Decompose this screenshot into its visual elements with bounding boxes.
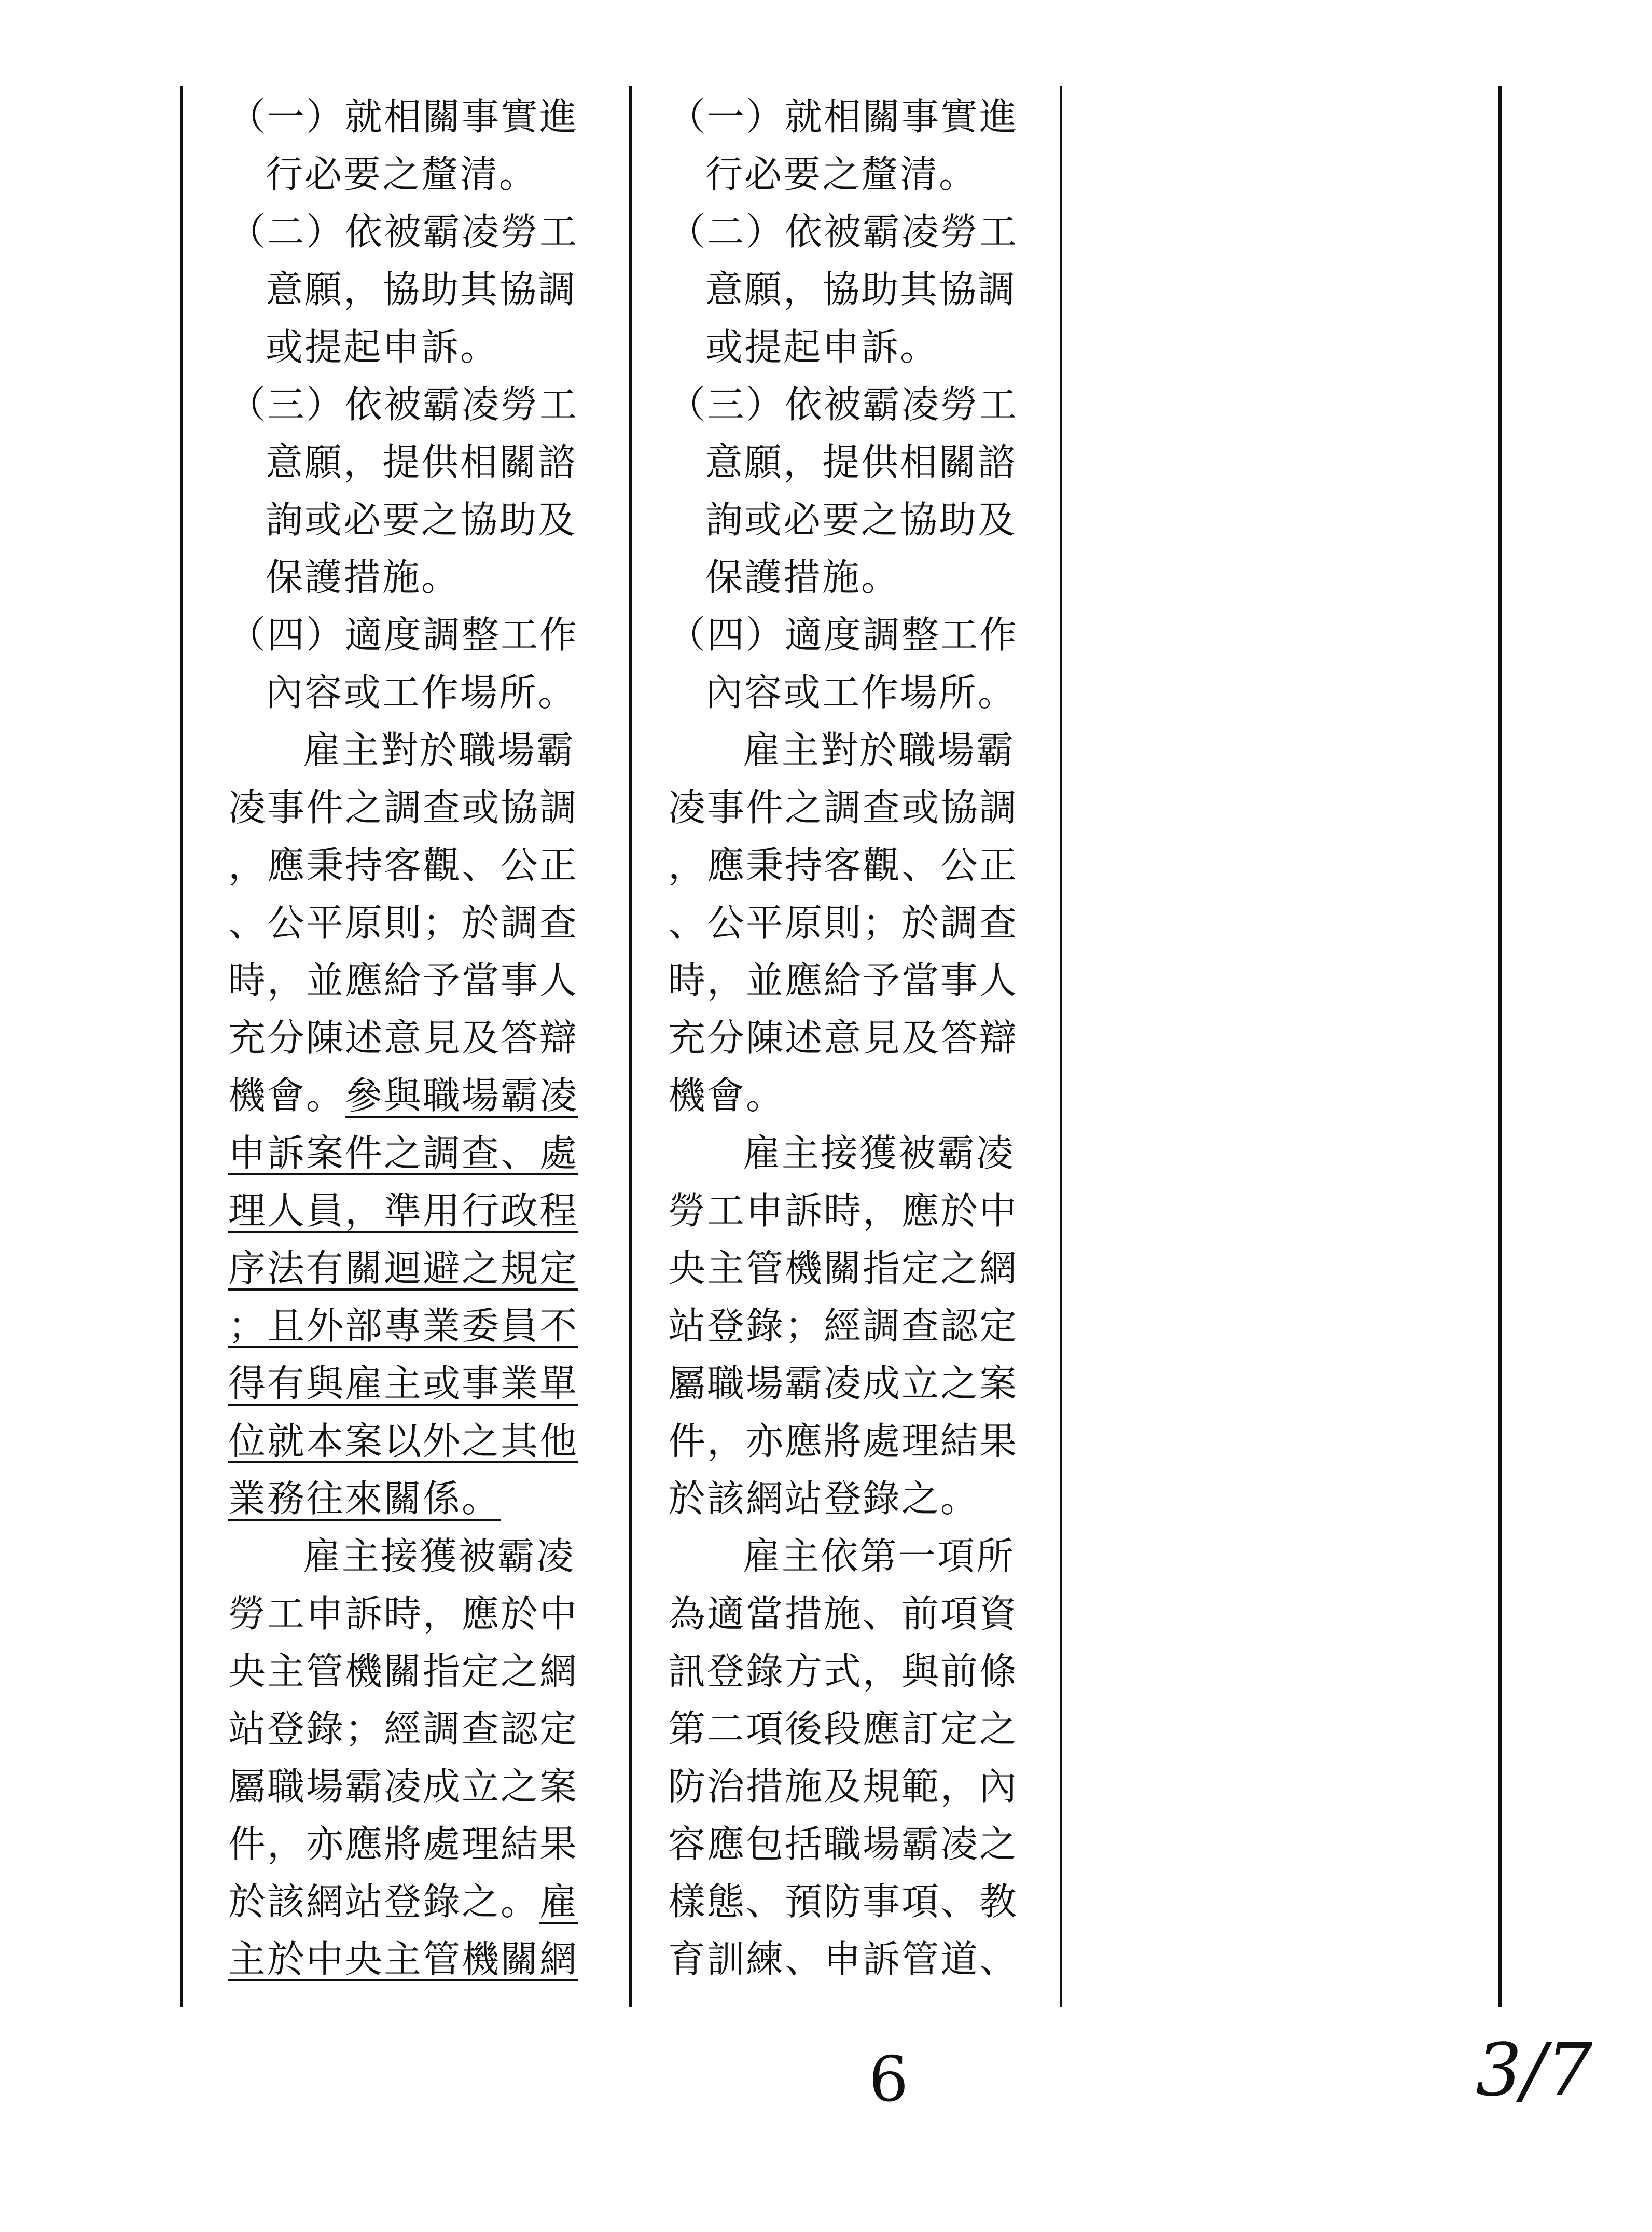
line-text: 充分陳述意見及答辯 xyxy=(228,1016,579,1060)
right-column-line xyxy=(668,261,1057,318)
right-border-line xyxy=(1498,86,1502,2007)
right-text-column xyxy=(668,88,1057,1988)
line-text: 充分陳述意見及答辯 xyxy=(668,1016,1019,1060)
left-column-line xyxy=(228,1297,622,1355)
left-column-line xyxy=(228,952,622,1009)
left-column-line xyxy=(228,1528,622,1585)
line-text: 凌事件之調查或協調 xyxy=(228,786,579,829)
page-number: 6 xyxy=(869,2044,909,2116)
left-column-line xyxy=(228,779,622,837)
line-text: （一）就相關事實進 xyxy=(668,95,1019,138)
left-column-line xyxy=(228,261,622,318)
left-column-line xyxy=(228,1585,622,1643)
right-column-line xyxy=(668,1528,1057,1585)
line-text: 凌事件之調查或協調 xyxy=(668,786,1019,829)
line-text: 內容或工作場所。 xyxy=(266,671,577,714)
line-text: （四）適度調整工作 xyxy=(668,613,1019,657)
line-text: 雇主接獲被霸凌 xyxy=(743,1131,1016,1175)
left-column-line xyxy=(228,722,622,779)
line-text: 意願，提供相關諮 xyxy=(266,440,577,484)
line-text: 詢或必要之協助及 xyxy=(705,498,1017,542)
line-text: 行必要之釐清。 xyxy=(705,153,978,196)
line-text: 件，亦應將處理結果 xyxy=(668,1419,1019,1463)
right-column-line xyxy=(668,779,1057,837)
line-text: 站登錄；經調查認定 xyxy=(668,1304,1019,1348)
left-column-line xyxy=(228,1009,622,1067)
line-text: 樣態、預防事項、教 xyxy=(668,1880,1019,1923)
right-column-line xyxy=(668,1067,1057,1125)
right-column-line xyxy=(668,1758,1057,1815)
line-text: 育訓練、申訴管道、 xyxy=(668,1937,1019,1981)
left-column-line xyxy=(228,1758,622,1815)
left-column-line xyxy=(228,1125,622,1182)
right-column-line xyxy=(668,1873,1057,1931)
line-text: 意願，提供相關諮 xyxy=(705,440,1017,484)
left-border-line xyxy=(180,86,183,2007)
left-column-line xyxy=(228,203,622,261)
line-text: 機會。 xyxy=(228,1074,345,1117)
line-text: 理人員，準用行政程 xyxy=(228,1189,579,1232)
line-text: 申訴案件之調查、處 xyxy=(228,1131,579,1175)
right-column-line xyxy=(668,894,1057,952)
line-text: 、公平原則；於調查 xyxy=(668,901,1019,945)
line-text: 詢或必要之協助及 xyxy=(266,498,577,542)
line-text: 央主管機關指定之網 xyxy=(228,1649,579,1693)
line-text: ，應秉持客觀、公正 xyxy=(228,843,579,887)
column-divider-1 xyxy=(629,86,632,2007)
right-column-line xyxy=(668,549,1057,606)
left-column-line xyxy=(228,1182,622,1240)
line-text: 位就本案以外之其他 xyxy=(228,1419,579,1463)
right-column-line xyxy=(668,1355,1057,1412)
left-column-line xyxy=(228,1355,622,1412)
handwritten-note: 3/7 xyxy=(1476,2028,1593,2113)
line-text: 第二項後段應訂定之 xyxy=(668,1707,1019,1751)
line-text: 、公平原則；於調查 xyxy=(228,901,579,945)
line-text: 於該網站登錄之。 xyxy=(668,1477,980,1520)
left-column-line xyxy=(228,376,622,434)
line-text: 央主管機關指定之網 xyxy=(668,1246,1019,1290)
right-column-line xyxy=(668,664,1057,722)
line-text: 勞工申訴時，應於中 xyxy=(668,1189,1019,1232)
line-text: 或提起申訴。 xyxy=(705,325,939,369)
line-text: 保護措施。 xyxy=(705,556,900,599)
left-column-line xyxy=(228,1240,622,1297)
line-text: ，應秉持客觀、公正 xyxy=(668,843,1019,887)
line-text: 屬職場霸凌成立之案 xyxy=(228,1765,579,1808)
line-text: 時，並應給予當事人 xyxy=(668,959,1019,1002)
right-column-line xyxy=(668,837,1057,894)
line-text: 訊登錄方式，與前條 xyxy=(668,1649,1019,1693)
line-text: 雇主依第一項所 xyxy=(743,1534,1016,1578)
right-column-line xyxy=(668,1931,1057,1988)
right-column-line xyxy=(668,376,1057,434)
line-text: 機會。 xyxy=(668,1074,785,1117)
right-column-line xyxy=(668,491,1057,549)
line-text: （三）依被霸凌勞工 xyxy=(668,383,1019,426)
amended-text: 參與職場霸凌 xyxy=(345,1074,579,1117)
line-text: 於該網站登錄之。 xyxy=(228,1880,540,1923)
amended-text: 雇 xyxy=(539,1880,579,1923)
right-column-line xyxy=(668,1700,1057,1758)
right-column-line xyxy=(668,1815,1057,1873)
line-text: 意願，協助其協調 xyxy=(705,268,1017,311)
line-text: 時，並應給予當事人 xyxy=(228,959,579,1002)
right-column-line xyxy=(668,1009,1057,1067)
right-column-line xyxy=(668,1125,1057,1182)
left-column-line xyxy=(228,1700,622,1758)
left-column-line xyxy=(228,1931,622,1988)
left-column-line xyxy=(228,1815,622,1873)
line-text: 或提起申訴。 xyxy=(266,325,499,369)
right-column-line xyxy=(668,1297,1057,1355)
right-column-line xyxy=(668,952,1057,1009)
line-text: 意願，協助其協調 xyxy=(266,268,577,311)
line-text: 得有與雇主或事業單 xyxy=(228,1362,579,1405)
left-column-line xyxy=(228,1067,622,1125)
left-column-line xyxy=(228,1643,622,1700)
line-text: 業務往來關係。 xyxy=(228,1477,501,1520)
line-text: 行必要之釐清。 xyxy=(266,153,538,196)
line-text: （四）適度調整工作 xyxy=(228,613,579,657)
line-text: 防治措施及規範，內 xyxy=(668,1765,1019,1808)
right-column-line xyxy=(668,606,1057,664)
line-text: 雇主對於職場霸 xyxy=(743,728,1016,772)
line-text: 序法有關迴避之規定 xyxy=(228,1246,579,1290)
right-column-line xyxy=(668,146,1057,203)
line-text: 為適當措施、前項資 xyxy=(668,1592,1019,1635)
left-column-line xyxy=(228,606,622,664)
line-text: 件，亦應將處理結果 xyxy=(228,1822,579,1866)
line-text: 內容或工作場所。 xyxy=(705,671,1017,714)
line-text: ；且外部專業委員不 xyxy=(228,1304,579,1348)
right-column-line xyxy=(668,1585,1057,1643)
left-column-line xyxy=(228,837,622,894)
line-text: （二）依被霸凌勞工 xyxy=(228,210,579,254)
left-column-line xyxy=(228,1873,622,1931)
right-column-line xyxy=(668,203,1057,261)
right-column-line xyxy=(668,1412,1057,1470)
line-text: （二）依被霸凌勞工 xyxy=(668,210,1019,254)
left-column-line xyxy=(228,664,622,722)
right-column-line xyxy=(668,1182,1057,1240)
left-text-column xyxy=(228,88,622,1988)
right-column-line xyxy=(668,88,1057,146)
line-text: 保護措施。 xyxy=(266,556,461,599)
left-column-line xyxy=(228,146,622,203)
line-text: 雇主接獲被霸凌 xyxy=(303,1534,576,1578)
left-column-line xyxy=(228,894,622,952)
line-text: （一）就相關事實進 xyxy=(228,95,579,138)
line-text: 屬職場霸凌成立之案 xyxy=(668,1362,1019,1405)
left-column-line xyxy=(228,88,622,146)
left-column-line xyxy=(228,549,622,606)
left-column-line xyxy=(228,491,622,549)
line-text: 勞工申訴時，應於中 xyxy=(228,1592,579,1635)
right-column-line xyxy=(668,1240,1057,1297)
left-column-line xyxy=(228,318,622,376)
right-column-line xyxy=(668,722,1057,779)
right-column-line xyxy=(668,1470,1057,1528)
line-text: 站登錄；經調查認定 xyxy=(228,1707,579,1751)
column-divider-2 xyxy=(1060,86,1062,2007)
right-column-line xyxy=(668,434,1057,491)
line-text: 主於中央主管機關網 xyxy=(228,1937,579,1981)
line-text: 容應包括職場霸凌之 xyxy=(668,1822,1019,1866)
right-column-line xyxy=(668,1643,1057,1700)
line-text: 雇主對於職場霸 xyxy=(303,728,576,772)
left-column-line xyxy=(228,434,622,491)
left-column-line xyxy=(228,1412,622,1470)
left-column-line xyxy=(228,1470,622,1528)
line-text: （三）依被霸凌勞工 xyxy=(228,383,579,426)
right-column-line xyxy=(668,318,1057,376)
